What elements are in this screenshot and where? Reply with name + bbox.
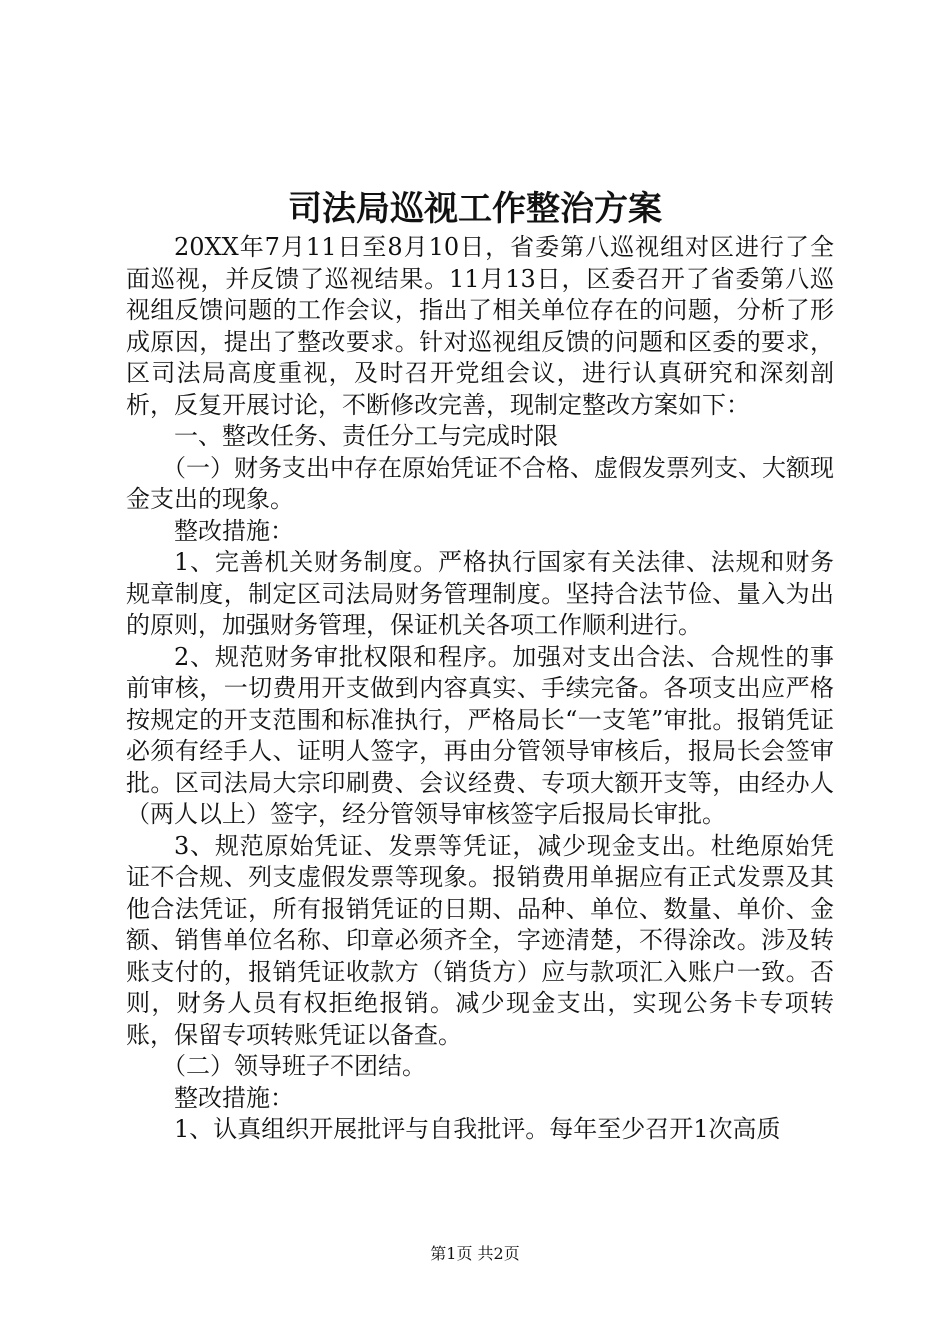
document-body [126,232,834,1146]
measure-item: 1、完善机关财务制度。严格执行国家有关法律、法规和财务规章制度，制定区司法局财务管理制度。坚持合法节俭、量入为出的原则，加强财务管理，保证机关各项工作顺利进行。 [126,548,834,639]
subsection-heading: （一）财务支出中存在原始凭证不合格、虚假发票列支、大额现金支出的现象。 [126,453,834,513]
measures-label: 整改措施： [174,516,294,545]
measure-item: 1、认真组织开展批评与自我批评。每年至少召开1次高质 [174,1115,781,1143]
measure-item: 2、规范财务审批权限和程序。加强对支出合法、合规性的事前审核，一切费用开支做到内容真实、手续完备。各项支出应严格按规定的开支范围和标准执行，严格局长“一支笔”审批。报销凭证必须有经手人、证明人签字，再由分管领导审核后，报局长会签审批。区司法局大宗印刷费、会议经费、专项大额开支等，由经办人（两人以上）签字，经分管领导审核签字后报局长审批。 [126,642,834,828]
subsection-heading: （二）领导班子不团结。 [162,1052,426,1080]
document-title: 司法局巡视工作整治方案 [288,189,662,229]
paragraph-intro: 20XX年7月11日至8月10日，省委第八巡视组对区进行了全面巡视，并反馈了巡视结果。11月13日，区委召开了省委第八巡视组反馈问题的工作会议，指出了相关单位存在的问题，分析了形成原因，提出了整改要求。针对巡视组反馈的问题和区委的要求，区司法局高度重视，及时召开党组会议，进行认真研究和深刻剖析，反复开展讨论，不断修改完善，现制定整改方案如下： [126,233,834,419]
page-footer: 第1页 共2页 [430,1244,520,1263]
measure-item: 3、规范原始凭证、发票等凭证，减少现金支出。杜绝原始凭证不合规、列支虚假发票等现象。报销费用单据应有正式发票及其他合法凭证，所有报销凭证的日期、品种、单位、数量、单价、金额、销售单位名称、印章必须齐全，字迹清楚，不得涂改。涉及转账支付的，报销凭证收款方（销货方）应与款项汇入账户一致。否则，财务人员有权拒绝报销。减少现金支出，实现公务卡专项转账，保留专项转账凭证以备查。 [126,831,834,1049]
measures-label: 整改措施： [174,1083,294,1112]
section-heading: 一、整改任务、责任分工与完成时限 [174,422,558,450]
